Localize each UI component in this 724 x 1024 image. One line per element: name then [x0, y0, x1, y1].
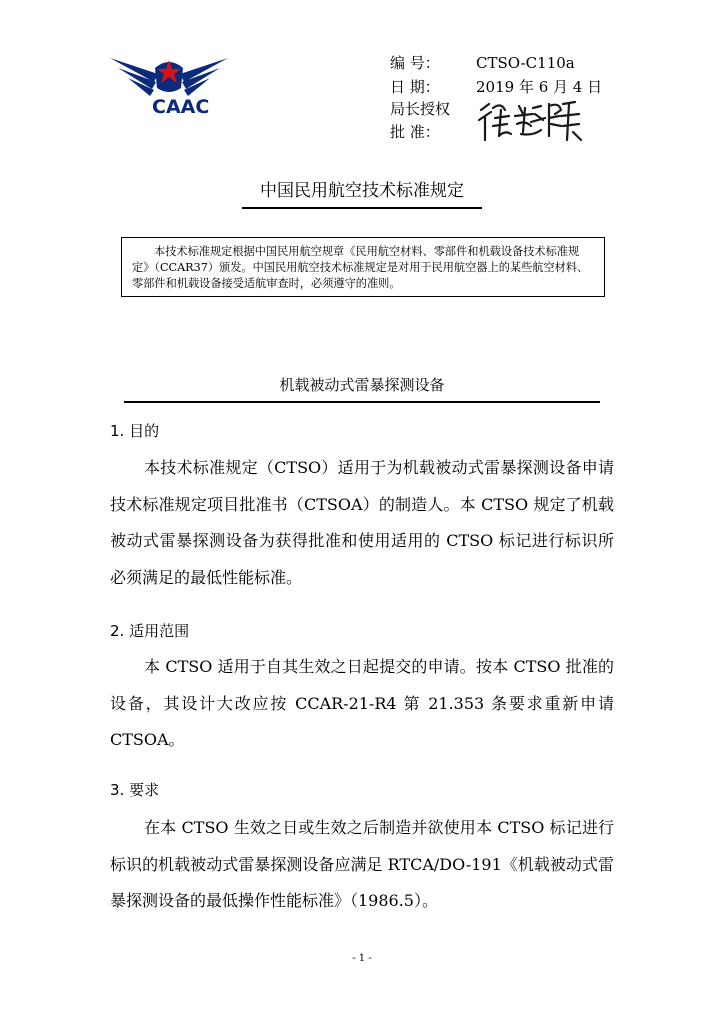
main-title: 中国民用航空技术标准规定 [242, 176, 482, 209]
right-wing-icon [180, 58, 228, 96]
left-wing-icon [110, 58, 158, 96]
logo-text: CAAC [152, 96, 210, 118]
meta-approved [390, 121, 476, 142]
section-heading-requirements: 3. 要求 [110, 781, 160, 799]
section-body-requirements: 在本 CTSO 生效之日或生效之后制造并欲使用本 CTSO 标记进行标识的机载被动式雷暴探测设备应满足 RTCA/DO-191《机载被动式雷暴探测设备的最低操作性能标准》（1986.5）。 [110, 818, 614, 910]
meta-date-label: 日 期： [390, 78, 440, 96]
meta-number-label: 编 号： [390, 54, 440, 72]
meta-date [390, 76, 602, 97]
document-title: 机载被动式雷暴探测设备 [124, 374, 600, 403]
section-body-scope: 本 CTSO 适用于自其生效之日起提交的申请。按本 CTSO 批准的设备，其设计大改应按 CCAR-21-R4 第 21.353 条要求重新申请 CTSOA。 [110, 657, 614, 749]
meta-approved-label: 批 准： [390, 123, 440, 141]
notice-box: 本技术标准规定根据中国民用航空规章《民用航空材料、零部件和机载设备技术标准规定》（CCAR37）颁发。中国民用航空技术标准规定是对用于民用航空器上的某些航空材料、零部件和机载设备接受适航审查时，必须遵守的准则。 [121, 237, 605, 297]
meta-number [390, 52, 575, 73]
meta-date-value: 2019 年 6 月 4 日 [476, 78, 603, 96]
section-heading-scope: 2. 适用范围 [110, 622, 190, 640]
section-body-purpose: 本技术标准规定（CTSO）适用于为机载被动式雷暴探测设备申请技术标准规定项目批准书（CTSOA）的制造人。本 CTSO 规定了机载被动式雷暴探测设备为获得批准和使用适用的 CTSO 标记进行标识所必须满足的最低性能标准。 [110, 458, 614, 587]
signature [475, 96, 585, 146]
page-number: - 1 - [352, 953, 372, 964]
meta-authorized-label: 局长授权 [390, 100, 451, 118]
meta-authorized [390, 98, 476, 119]
meta-number-value: CTSO-C110a [476, 54, 575, 72]
section-heading-purpose: 1. 目的 [110, 422, 160, 440]
